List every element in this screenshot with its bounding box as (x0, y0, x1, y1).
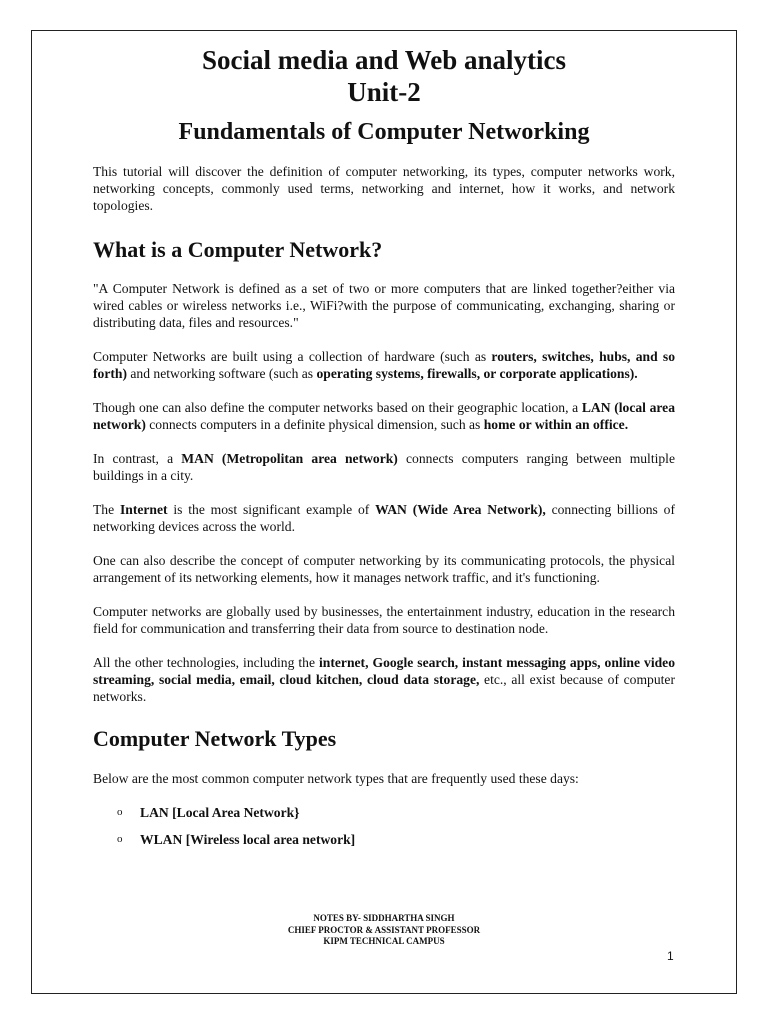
section-heading-network-types: Computer Network Types (93, 726, 337, 751)
usage-paragraph: Computer networks are globally used by businesses, the entertainment industry, education in the research field for communication and transferring their data from source to destination node. (93, 604, 675, 636)
page-footer (0, 913, 768, 948)
list-item: o WLAN [Wireless local area network] (117, 832, 356, 847)
intro-paragraph: This tutorial will discover the definition of computer networking, its types, computer networks work, networking concepts, commonly used terms, networking and internet, how it works, and network topologies. (93, 164, 675, 213)
technologies-paragraph: All the other technologies, including the internet, Google search, instant messaging apps, online video streaming, social media, email, cloud kitchen, cloud data storage, etc., all exist because of computer networks. (93, 655, 675, 704)
footer-author: NOTES BY- SIDDHARTHA SINGH (313, 913, 455, 923)
types-intro-paragraph: Below are the most common computer network types that are frequently used these days: (93, 771, 579, 786)
protocols-paragraph: One can also describe the concept of computer networking by its communicating protocols, the physical arrangement of its networking elements, how it manages network traffic, and it's functioning. (93, 553, 675, 585)
section-heading-what-is-network: What is a Computer Network? (93, 237, 383, 262)
bullet-icon: o (117, 806, 123, 818)
unit-label: Unit-2 (347, 77, 421, 107)
document-subtitle: Fundamentals of Computer Networking (178, 119, 590, 145)
footer-role: CHIEF PROCTOR & ASSISTANT PROFESSOR (287, 924, 481, 935)
page-number: 1 (667, 949, 674, 963)
list-item: o LAN [Local Area Network} (117, 805, 300, 820)
definition-paragraph: "A Computer Network is defined as a set of two or more computers that are linked together?either via wired cables or wireless networks i.e., WiFi?with the purpose of communicating, exchanging, sharing or distributing data, files and resources." (93, 281, 675, 330)
wan-paragraph: The Internet is the most significant example of WAN (Wide Area Network), connecting billions of networking devices across the world. (93, 502, 675, 534)
document-title: Social media and Web analytics (201, 45, 567, 75)
network-types-list (93, 804, 675, 848)
hardware-software-paragraph: Computer Networks are built using a collection of hardware (such as routers, switches, hubs, and so forth) and networking software (such as operating systems, firewalls, or corporate applications). (93, 349, 675, 381)
document-body (93, 44, 675, 858)
footer-institution: KIPM TECHNICAL CAMPUS (323, 936, 445, 946)
man-paragraph: In contrast, a MAN (Metropolitan area network) connects computers ranging between multiple buildings in a city. (93, 451, 675, 483)
lan-paragraph: Though one can also define the computer networks based on their geographic location, a LAN (local area network) connects computers in a definite physical dimension, such as home or within an office. (93, 400, 676, 432)
bullet-icon: o (117, 833, 123, 845)
